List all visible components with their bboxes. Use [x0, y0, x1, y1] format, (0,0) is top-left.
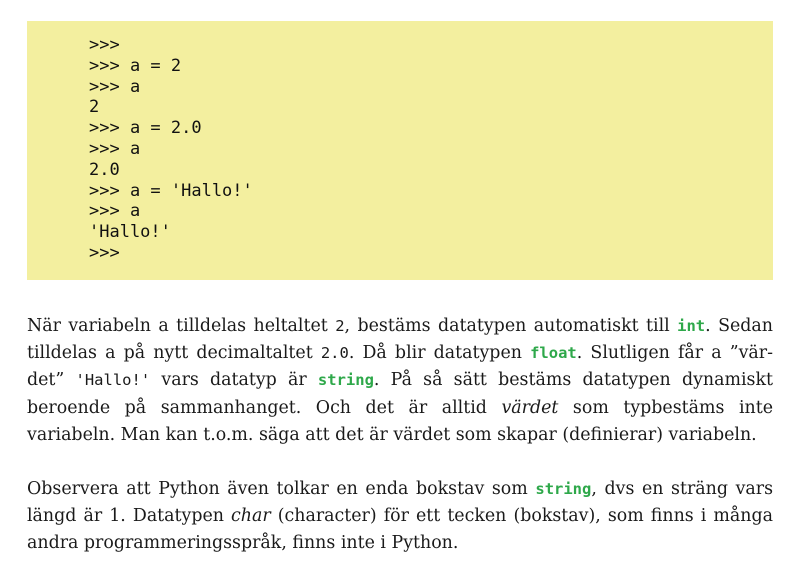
code-line: >>> a = 2: [89, 55, 182, 76]
code-line: >>> a = 2.0: [89, 118, 202, 139]
text-run: . Sedan tilldelas a på nytt decimaltaltet: [27, 316, 773, 364]
text-run: När variabeln a tilldelas heltaltet: [27, 316, 336, 336]
text-run: . På så sätt bestäms datatypen dynamiskt beroende på sammanhanget. Och det är alltid: [27, 370, 773, 418]
code-line: 2.0: [89, 159, 120, 180]
inline-code: 2.0: [320, 344, 349, 363]
keyword-string: string: [317, 371, 374, 390]
emphasis: värdet: [501, 397, 559, 418]
text-run: Observera att Python även tolkar en enda bokstav som: [27, 479, 536, 499]
text-run: , bestäms datatypen automatiskt till: [344, 316, 678, 336]
text-run: . Slutligen får a ”vär-det”: [27, 343, 773, 391]
keyword-float: float: [530, 344, 577, 363]
code-line: >>> a: [89, 201, 141, 222]
text-run: (character) för ett tecken (bokstav), som finns i många andra programmeringsspråk, finns inte i Python.: [27, 506, 773, 554]
text-run: , dvs en sträng vars längd är 1. Datatypen: [27, 479, 774, 527]
code-line: >>> a = 'Hallo!': [89, 180, 253, 201]
inline-code: 2: [335, 317, 345, 335]
code-line: 2: [89, 97, 100, 118]
code-line: 'Hallo!': [89, 222, 171, 243]
body-paragraph-1: [27, 313, 773, 449]
body-paragraph-2: [27, 476, 773, 558]
code-line: >>> a: [89, 76, 141, 97]
code-line: >>>: [89, 35, 120, 55]
code-line: >>> a: [89, 138, 141, 159]
emphasis: char: [231, 506, 271, 527]
text-run: vars datatyp är: [150, 370, 318, 391]
inline-code: 'Hallo!': [75, 371, 151, 390]
code-block: [27, 21, 773, 280]
keyword-string: string: [535, 480, 592, 498]
code-line: >>>: [89, 242, 120, 263]
text-run: som typbestäms inte variabeln. Man kan t.o.m. säga att det är värdet som skapar (definierar) variabeln.: [27, 397, 773, 445]
text-run: . Då blir datatypen: [348, 343, 531, 364]
keyword-int: int: [677, 317, 706, 335]
